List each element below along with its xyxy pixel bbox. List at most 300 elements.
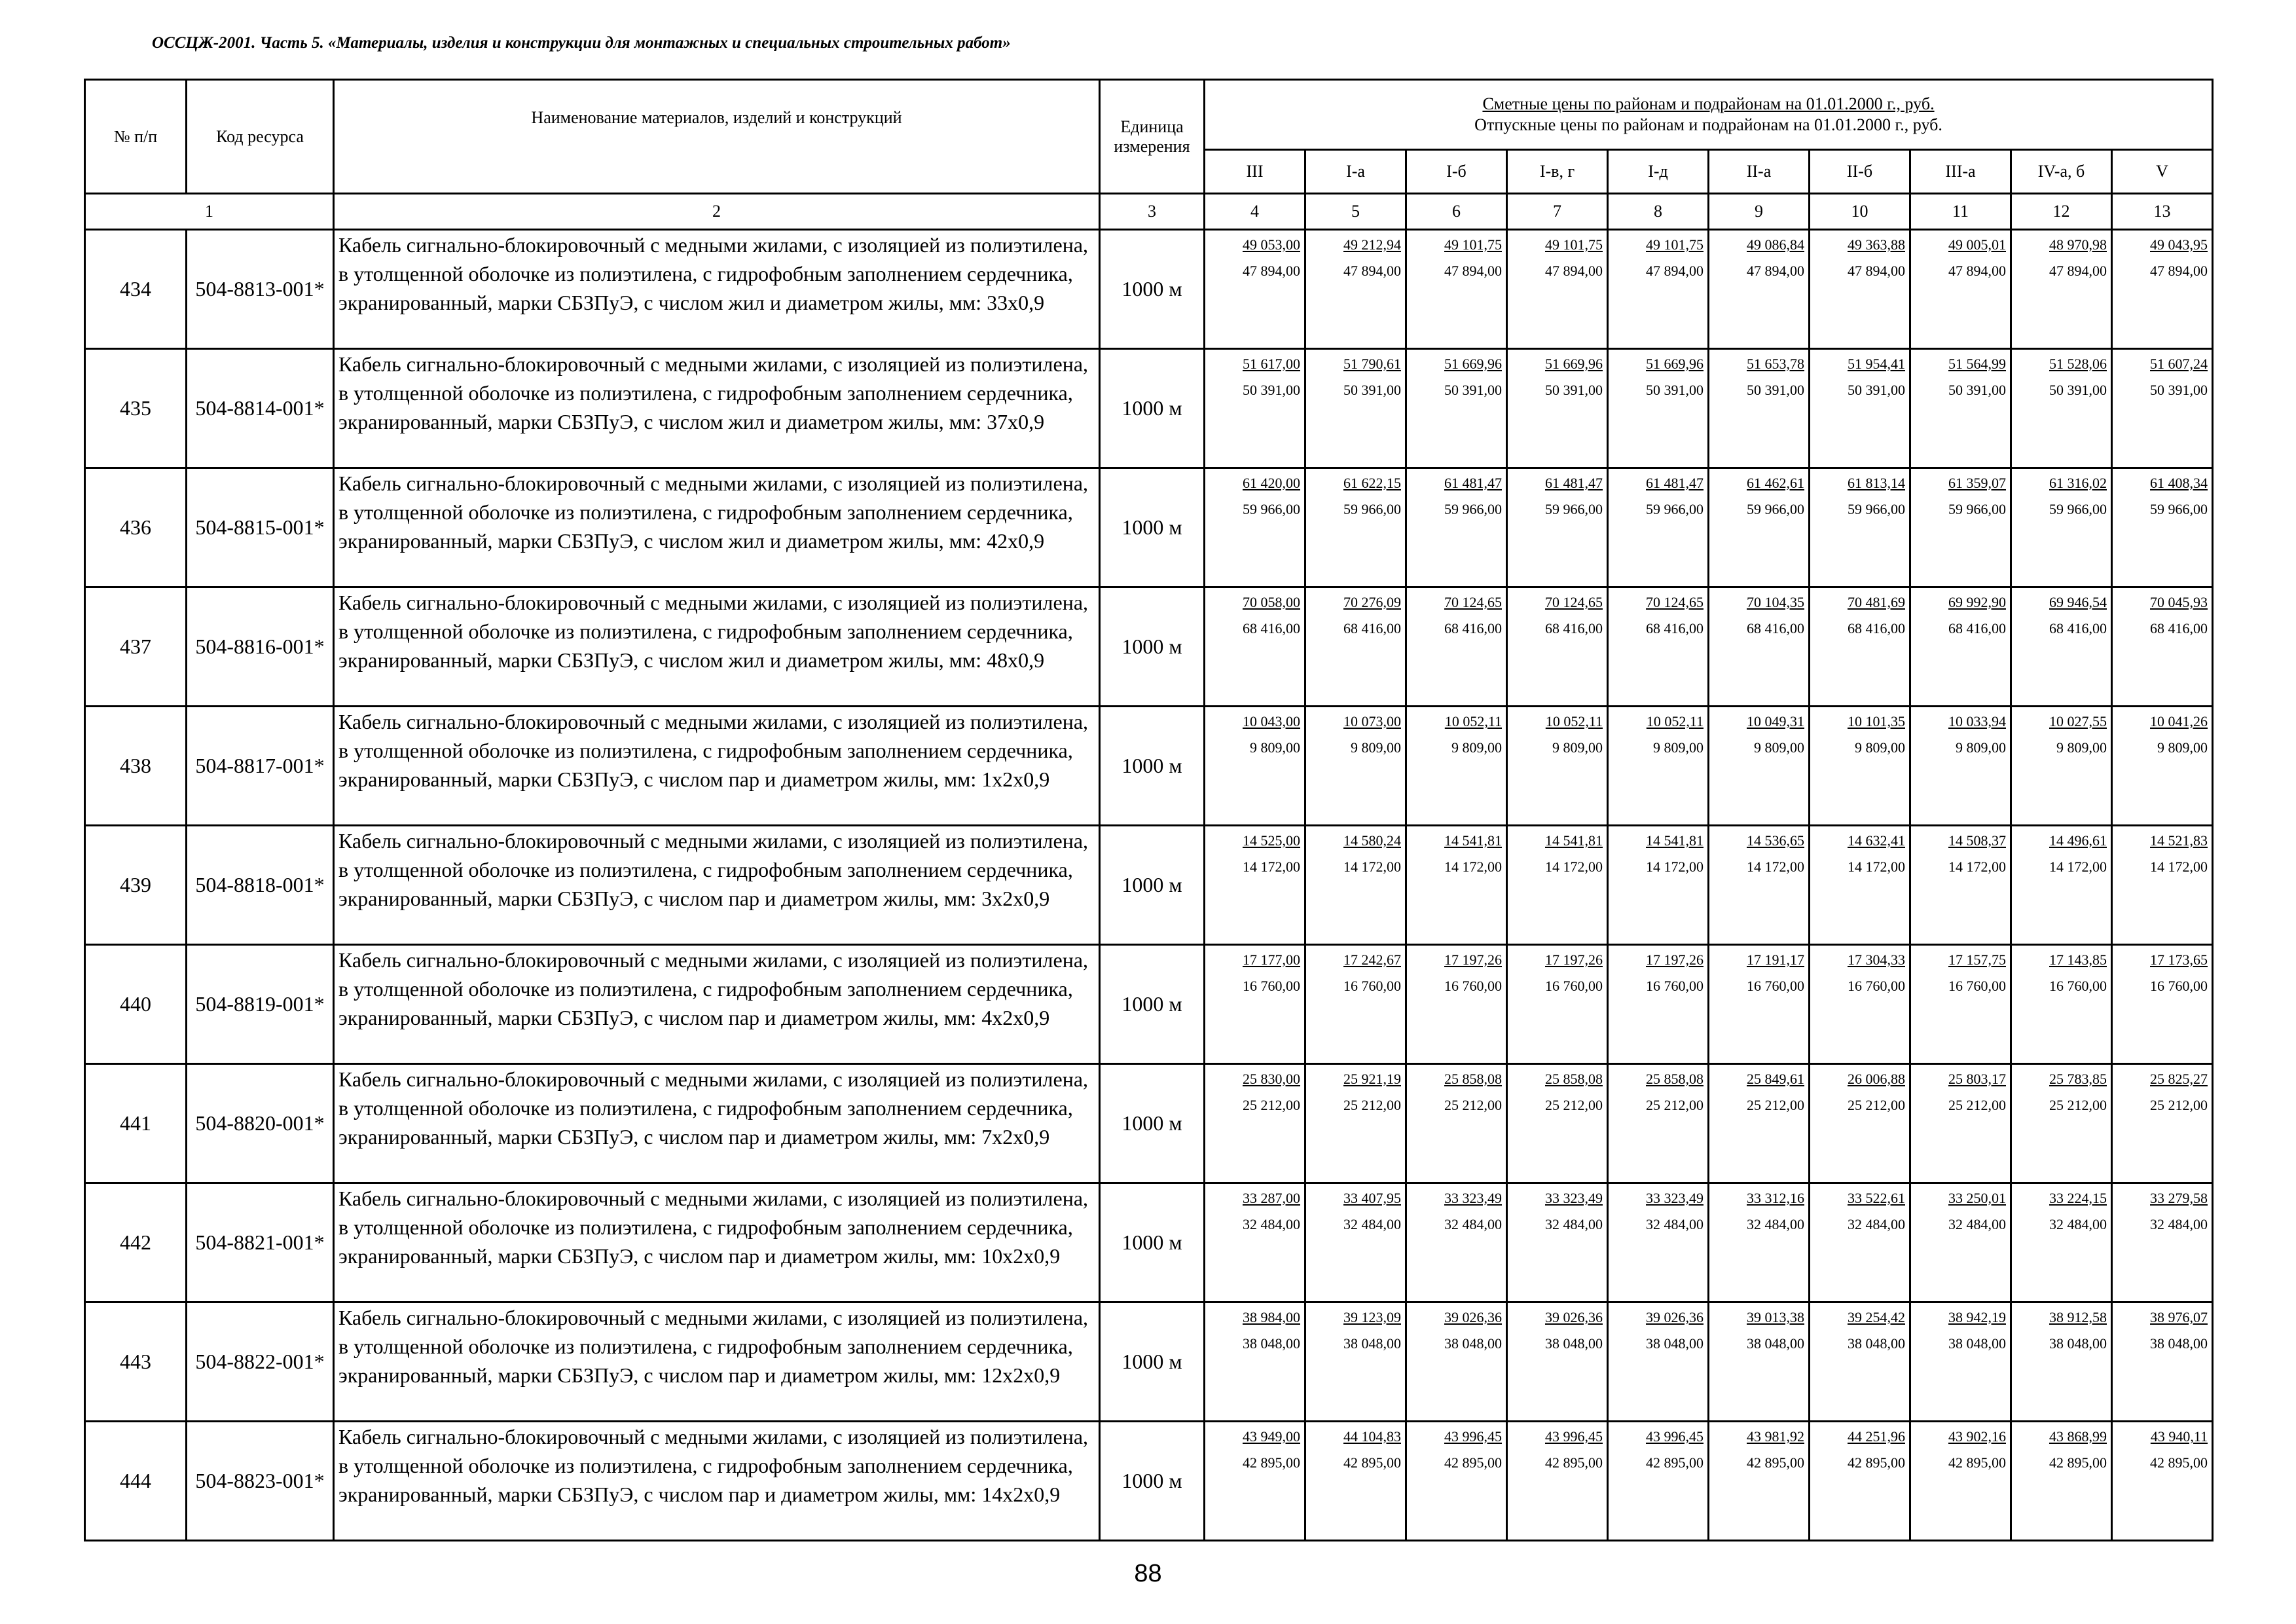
column-number: 1 (85, 194, 334, 230)
price-cell (1205, 1302, 1305, 1422)
price-cell (1810, 468, 1910, 587)
release-price: 14 172,00 (1545, 858, 1603, 875)
material-name: Кабель сигнально-блокировочный с медными жилами, с изоляцией из полиэтилена, в утолщенной оболочке из полиэтилена, с гидрофобным заполнением сердечника, экранированный, марки СБЗПуЭ, с числом пар и диаметром жилы, мм: 14x2x0,9 (334, 1422, 1100, 1541)
price-cell (1709, 826, 1810, 945)
column-number-row (85, 194, 2213, 230)
unit-of-measure: 1000 м (1100, 1064, 1205, 1183)
release-price: 59 966,00 (2150, 501, 2208, 517)
release-price: 50 391,00 (1444, 382, 1502, 398)
price-cell (1305, 1064, 1406, 1183)
estimate-price: 10 052,11 (1545, 713, 1603, 729)
price-cell (1305, 587, 1406, 707)
price-cell (1810, 1183, 1910, 1302)
estimate-price: 25 858,08 (1646, 1071, 1704, 1087)
price-cell (1507, 1302, 1608, 1422)
release-price: 25 212,00 (1948, 1097, 2006, 1113)
release-price: 47 894,00 (1948, 263, 2006, 279)
release-price: 59 966,00 (1848, 501, 1905, 517)
row-number: 441 (85, 1064, 187, 1183)
price-cell (1810, 1302, 1910, 1422)
column-number: 2 (334, 194, 1100, 230)
estimate-price: 39 254,42 (1848, 1309, 1905, 1325)
estimate-price: 51 607,24 (2150, 356, 2208, 372)
release-price: 38 048,00 (1948, 1335, 2006, 1352)
release-price: 42 895,00 (1545, 1454, 1603, 1471)
estimate-price: 33 323,49 (1444, 1190, 1502, 1206)
row-number: 434 (85, 230, 187, 349)
release-price: 47 894,00 (2049, 263, 2107, 279)
estimate-price: 69 946,54 (2049, 594, 2107, 610)
estimate-price: 43 868,99 (2049, 1428, 2107, 1445)
release-price: 16 760,00 (1646, 978, 1704, 994)
price-cell (1507, 1183, 1608, 1302)
estimate-price: 25 830,00 (1243, 1071, 1300, 1087)
price-cell (2112, 1302, 2213, 1422)
release-price: 25 212,00 (1646, 1097, 1704, 1113)
price-cell (2011, 1302, 2112, 1422)
release-price: 14 172,00 (1444, 858, 1502, 875)
release-price: 47 894,00 (1444, 263, 1502, 279)
release-price: 42 895,00 (1243, 1454, 1300, 1471)
estimate-price: 43 981,92 (1747, 1428, 1804, 1445)
price-cell (1910, 468, 2011, 587)
release-price: 38 048,00 (2049, 1335, 2107, 1352)
release-price: 47 894,00 (2150, 263, 2208, 279)
price-cell (1406, 1064, 1507, 1183)
resource-code: 504-8818-001* (187, 826, 334, 945)
estimate-price: 70 124,65 (1444, 594, 1502, 610)
material-name: Кабель сигнально-блокировочный с медными жилами, с изоляцией из полиэтилена, в утолщенной оболочке из полиэтилена, с гидрофобным заполнением сердечника, экранированный, марки СБЗПуЭ, с числом пар и диаметром жилы, мм: 7x2x0,9 (334, 1064, 1100, 1183)
release-price: 47 894,00 (1747, 263, 1804, 279)
price-cell (1205, 587, 1305, 707)
estimate-price: 51 669,96 (1646, 356, 1704, 372)
release-price: 9 809,00 (1855, 739, 1905, 756)
release-price: 32 484,00 (2049, 1216, 2107, 1232)
estimate-price: 43 996,45 (1444, 1428, 1502, 1445)
estimate-price: 25 783,85 (2049, 1071, 2107, 1087)
resource-code: 504-8822-001* (187, 1302, 334, 1422)
release-price: 50 391,00 (1545, 382, 1603, 398)
price-cell (1406, 349, 1507, 468)
price-cell (1608, 1302, 1709, 1422)
price-cell (1709, 230, 1810, 349)
estimate-price: 33 323,49 (1545, 1190, 1603, 1206)
estimate-price: 49 053,00 (1243, 236, 1300, 253)
estimate-price: 39 026,36 (1444, 1309, 1502, 1325)
estimate-price: 10 052,11 (1444, 713, 1502, 729)
price-table (84, 79, 2214, 1541)
estimate-price: 14 525,00 (1243, 832, 1300, 849)
price-cell (2011, 468, 2112, 587)
estimate-price: 43 996,45 (1646, 1428, 1704, 1445)
price-cell (1305, 1183, 1406, 1302)
estimate-price: 38 942,19 (1948, 1309, 2006, 1325)
estimate-price: 33 250,01 (1948, 1190, 2006, 1206)
table-row (85, 1064, 2213, 1183)
table-row (85, 945, 2213, 1064)
table-row (85, 349, 2213, 468)
price-cell (1709, 468, 1810, 587)
price-cell (2112, 945, 2213, 1064)
release-price: 16 760,00 (1848, 978, 1905, 994)
release-price: 14 172,00 (1343, 858, 1401, 875)
row-number: 438 (85, 707, 187, 826)
release-price: 42 895,00 (1646, 1454, 1704, 1471)
estimate-price: 61 481,47 (1545, 475, 1603, 491)
table-row (85, 468, 2213, 587)
price-cell (1406, 1422, 1507, 1541)
release-price: 68 416,00 (1444, 620, 1502, 637)
estimate-price: 51 669,96 (1545, 356, 1603, 372)
release-price: 14 172,00 (1747, 858, 1804, 875)
estimate-price: 17 242,67 (1343, 951, 1401, 968)
column-number: 4 (1205, 194, 1305, 230)
material-name: Кабель сигнально-блокировочный с медными жилами, с изоляцией из полиэтилена, в утолщенной оболочке из полиэтилена, с гидрофобным заполнением сердечника, экранированный, марки СБЗПуЭ, с числом жил и диаметром жилы, мм: 48x0,9 (334, 587, 1100, 707)
estimate-price: 70 058,00 (1243, 594, 1300, 610)
table-row (85, 826, 2213, 945)
unit-of-measure: 1000 м (1100, 1422, 1205, 1541)
release-price: 38 048,00 (1343, 1335, 1401, 1352)
release-price: 68 416,00 (1948, 620, 2006, 637)
price-cell (1810, 707, 1910, 826)
price-cell (1507, 826, 1608, 945)
estimate-price: 33 522,61 (1848, 1190, 1905, 1206)
release-price: 68 416,00 (2049, 620, 2107, 637)
price-cell (1910, 945, 2011, 1064)
unit-of-measure: 1000 м (1100, 349, 1205, 468)
price-cell (1910, 230, 2011, 349)
release-price: 32 484,00 (1545, 1216, 1603, 1232)
estimate-price: 44 104,83 (1343, 1428, 1401, 1445)
prices-title: Сметные цены по районам и подрайонам на 01.01.2000 г., руб. (1482, 94, 1935, 113)
price-cell (2112, 826, 2213, 945)
price-cell (1709, 1064, 1810, 1183)
unit-of-measure: 1000 м (1100, 826, 1205, 945)
estimate-price: 48 970,98 (2049, 236, 2107, 253)
estimate-price: 17 197,26 (1646, 951, 1704, 968)
header-name: Наименование материалов, изделий и конструкций (334, 80, 1100, 194)
release-price: 38 048,00 (1747, 1335, 1804, 1352)
estimate-price: 49 005,01 (1948, 236, 2006, 253)
row-number: 437 (85, 587, 187, 707)
row-number: 444 (85, 1422, 187, 1541)
estimate-price: 61 462,61 (1747, 475, 1804, 491)
price-cell (1810, 1064, 1910, 1183)
estimate-price: 14 632,41 (1848, 832, 1905, 849)
price-cell (2011, 587, 2112, 707)
price-cell (1406, 826, 1507, 945)
estimate-price: 14 521,83 (2150, 832, 2208, 849)
price-cell (2112, 1422, 2213, 1541)
release-price: 38 048,00 (2150, 1335, 2208, 1352)
release-price: 50 391,00 (1646, 382, 1704, 398)
resource-code: 504-8821-001* (187, 1183, 334, 1302)
row-number: 443 (85, 1302, 187, 1422)
release-price: 25 212,00 (1545, 1097, 1603, 1113)
release-price: 16 760,00 (1243, 978, 1300, 994)
header-unit: Единица измерения (1100, 80, 1205, 194)
release-price: 68 416,00 (1848, 620, 1905, 637)
release-price: 42 895,00 (1948, 1454, 2006, 1471)
price-cell (1810, 1422, 1910, 1541)
price-cell (1305, 1302, 1406, 1422)
release-price: 9 809,00 (1552, 739, 1603, 756)
resource-code: 504-8823-001* (187, 1422, 334, 1541)
price-cell (1910, 1183, 2011, 1302)
row-number: 436 (85, 468, 187, 587)
release-price: 59 966,00 (1948, 501, 2006, 517)
release-price: 9 809,00 (1250, 739, 1300, 756)
unit-of-measure: 1000 м (1100, 1183, 1205, 1302)
price-cell (1810, 826, 1910, 945)
price-cell (1910, 349, 2011, 468)
estimate-price: 10 049,31 (1747, 713, 1804, 729)
price-cell (1507, 945, 1608, 1064)
estimate-price: 33 224,15 (2049, 1190, 2107, 1206)
table-row (85, 1183, 2213, 1302)
estimate-price: 33 287,00 (1243, 1190, 1300, 1206)
estimate-price: 17 304,33 (1848, 951, 1905, 968)
column-number: 9 (1709, 194, 1810, 230)
release-price: 14 172,00 (1848, 858, 1905, 875)
estimate-price: 17 191,17 (1747, 951, 1804, 968)
column-number: 6 (1406, 194, 1507, 230)
price-cell (1709, 349, 1810, 468)
estimate-price: 25 858,08 (1444, 1071, 1502, 1087)
estimate-price: 49 363,88 (1848, 236, 1905, 253)
release-price: 42 895,00 (1444, 1454, 1502, 1471)
unit-of-measure: 1000 м (1100, 707, 1205, 826)
estimate-price: 17 177,00 (1243, 951, 1300, 968)
price-cell (1205, 1422, 1305, 1541)
estimate-price: 10 043,00 (1243, 713, 1300, 729)
release-price: 25 212,00 (1243, 1097, 1300, 1113)
estimate-price: 10 027,55 (2049, 713, 2107, 729)
estimate-price: 17 197,26 (1545, 951, 1603, 968)
price-cell (1205, 349, 1305, 468)
price-cell (1205, 826, 1305, 945)
price-cell (1910, 826, 2011, 945)
price-cell (1810, 945, 1910, 1064)
release-price: 9 809,00 (1451, 739, 1502, 756)
price-cell (1205, 468, 1305, 587)
table-body (85, 230, 2213, 1541)
release-price: 16 760,00 (1444, 978, 1502, 994)
estimate-price: 39 026,36 (1646, 1309, 1704, 1325)
material-name: Кабель сигнально-блокировочный с медными жилами, с изоляцией из полиэтилена, в утолщенной оболочке из полиэтилена, с гидрофобным заполнением сердечника, экранированный, марки СБЗПуЭ, с числом пар и диаметром жилы, мм: 1x2x0,9 (334, 707, 1100, 826)
estimate-price: 51 617,00 (1243, 356, 1300, 372)
release-price: 47 894,00 (1243, 263, 1300, 279)
release-price: 42 895,00 (1747, 1454, 1804, 1471)
resource-code: 504-8816-001* (187, 587, 334, 707)
region-header: I-а (1305, 150, 1406, 194)
price-cell (1305, 468, 1406, 587)
release-price: 14 172,00 (2049, 858, 2107, 875)
price-cell (2112, 587, 2213, 707)
release-price: 9 809,00 (1956, 739, 2006, 756)
release-price: 9 809,00 (1653, 739, 1704, 756)
price-cell (1910, 1422, 2011, 1541)
release-price: 25 212,00 (2150, 1097, 2208, 1113)
release-price: 50 391,00 (1948, 382, 2006, 398)
estimate-price: 61 481,47 (1646, 475, 1704, 491)
estimate-price: 51 669,96 (1444, 356, 1502, 372)
release-price: 50 391,00 (1848, 382, 1905, 398)
column-number: 10 (1810, 194, 1910, 230)
resource-code: 504-8817-001* (187, 707, 334, 826)
price-cell (1709, 945, 1810, 1064)
release-price: 9 809,00 (2157, 739, 2208, 756)
price-cell (1507, 468, 1608, 587)
estimate-price: 25 858,08 (1545, 1071, 1603, 1087)
release-price: 14 172,00 (1646, 858, 1704, 875)
resource-code: 504-8819-001* (187, 945, 334, 1064)
release-price: 59 966,00 (1243, 501, 1300, 517)
release-price: 38 048,00 (1243, 1335, 1300, 1352)
release-price: 47 894,00 (1646, 263, 1704, 279)
estimate-price: 61 813,14 (1848, 475, 1905, 491)
estimate-price: 26 006,88 (1848, 1071, 1905, 1087)
region-header: II-а (1709, 150, 1810, 194)
price-cell (1305, 230, 1406, 349)
estimate-price: 70 481,69 (1848, 594, 1905, 610)
region-header: III-а (1910, 150, 2011, 194)
estimate-price: 14 496,61 (2049, 832, 2107, 849)
price-cell (1507, 1422, 1608, 1541)
estimate-price: 49 212,94 (1343, 236, 1401, 253)
release-price: 25 212,00 (1848, 1097, 1905, 1113)
estimate-price: 33 312,16 (1747, 1190, 1804, 1206)
price-cell (1608, 826, 1709, 945)
unit-of-measure: 1000 м (1100, 945, 1205, 1064)
release-price: 50 391,00 (1243, 382, 1300, 398)
estimate-price: 39 013,38 (1747, 1309, 1804, 1325)
price-cell (1709, 587, 1810, 707)
material-name: Кабель сигнально-блокировочный с медными жилами, с изоляцией из полиэтилена, в утолщенной оболочке из полиэтилена, с гидрофобным заполнением сердечника, экранированный, марки СБЗПуЭ, с числом пар и диаметром жилы, мм: 4x2x0,9 (334, 945, 1100, 1064)
price-cell (2011, 1183, 2112, 1302)
release-price: 59 966,00 (1545, 501, 1603, 517)
estimate-price: 14 541,81 (1444, 832, 1502, 849)
release-price: 50 391,00 (2049, 382, 2107, 398)
release-price: 59 966,00 (1343, 501, 1401, 517)
estimate-price: 17 197,26 (1444, 951, 1502, 968)
column-number: 7 (1507, 194, 1608, 230)
price-cell (1406, 945, 1507, 1064)
price-cell (1305, 349, 1406, 468)
row-number: 435 (85, 349, 187, 468)
estimate-price: 51 790,61 (1343, 356, 1401, 372)
estimate-price: 38 984,00 (1243, 1309, 1300, 1325)
price-cell (1305, 826, 1406, 945)
price-cell (1709, 1422, 1810, 1541)
release-price: 47 894,00 (1343, 263, 1401, 279)
estimate-price: 61 359,07 (1948, 475, 2006, 491)
column-number: 12 (2011, 194, 2112, 230)
estimate-price: 51 528,06 (2049, 356, 2107, 372)
price-cell (1205, 230, 1305, 349)
release-price: 42 895,00 (1848, 1454, 1905, 1471)
release-price: 25 212,00 (1444, 1097, 1502, 1113)
price-cell (1507, 349, 1608, 468)
release-price: 16 760,00 (1948, 978, 2006, 994)
price-cell (2011, 1064, 2112, 1183)
estimate-price: 44 251,96 (1848, 1428, 1905, 1445)
price-cell (1608, 707, 1709, 826)
estimate-price: 10 041,26 (2150, 713, 2208, 729)
estimate-price: 25 825,27 (2150, 1071, 2208, 1087)
estimate-price: 51 564,99 (1948, 356, 2006, 372)
price-cell (1205, 1183, 1305, 1302)
unit-of-measure: 1000 м (1100, 468, 1205, 587)
unit-of-measure: 1000 м (1100, 587, 1205, 707)
document-header: ОССЦЖ-2001. Часть 5. «Материалы, изделия и конструкции для монтажных и специальных строительных работ» (152, 34, 1011, 52)
table-row (85, 707, 2213, 826)
price-cell (2112, 230, 2213, 349)
price-cell (1709, 707, 1810, 826)
release-price: 68 416,00 (1545, 620, 1603, 637)
release-price: 14 172,00 (1243, 858, 1300, 875)
estimate-price: 49 043,95 (2150, 236, 2208, 253)
estimate-price: 61 420,00 (1243, 475, 1300, 491)
price-cell (1910, 1302, 2011, 1422)
region-header: III (1205, 150, 1305, 194)
price-cell (1810, 587, 1910, 707)
release-price: 16 760,00 (1747, 978, 1804, 994)
estimate-price: 51 954,41 (1848, 356, 1905, 372)
release-price: 68 416,00 (1747, 620, 1804, 637)
resource-code: 504-8813-001* (187, 230, 334, 349)
estimate-price: 43 940,11 (2150, 1428, 2208, 1445)
column-number: 5 (1305, 194, 1406, 230)
price-cell (2112, 707, 2213, 826)
estimate-price: 43 996,45 (1545, 1428, 1603, 1445)
price-cell (2112, 1183, 2213, 1302)
material-name: Кабель сигнально-блокировочный с медными жилами, с изоляцией из полиэтилена, в утолщенной оболочке из полиэтилена, с гидрофобным заполнением сердечника, экранированный, марки СБЗПуЭ, с числом жил и диаметром жилы, мм: 42x0,9 (334, 468, 1100, 587)
release-price: 38 048,00 (1545, 1335, 1603, 1352)
price-cell (1709, 1302, 1810, 1422)
estimate-price: 38 976,07 (2150, 1309, 2208, 1325)
estimate-price: 61 316,02 (2049, 475, 2107, 491)
price-cell (2011, 1422, 2112, 1541)
release-price: 38 048,00 (1646, 1335, 1704, 1352)
unit-of-measure: 1000 м (1100, 230, 1205, 349)
estimate-price: 49 101,75 (1444, 236, 1502, 253)
estimate-price: 10 033,94 (1948, 713, 2006, 729)
release-price: 16 760,00 (1343, 978, 1401, 994)
price-cell (1507, 587, 1608, 707)
release-price: 32 484,00 (1948, 1216, 2006, 1232)
price-cell (1910, 587, 2011, 707)
material-name: Кабель сигнально-блокировочный с медными жилами, с изоляцией из полиэтилена, в утолщенной оболочке из полиэтилена, с гидрофобным заполнением сердечника, экранированный, марки СБЗПуЭ, с числом пар и диаметром жилы, мм: 10x2x0,9 (334, 1183, 1100, 1302)
region-header: I-в, г (1507, 150, 1608, 194)
table-row (85, 1422, 2213, 1541)
price-cell (2011, 707, 2112, 826)
material-name: Кабель сигнально-блокировочный с медными жилами, с изоляцией из полиэтилена, в утолщенной оболочке из полиэтилена, с гидрофобным заполнением сердечника, экранированный, марки СБЗПуЭ, с числом пар и диаметром жилы, мм: 12x2x0,9 (334, 1302, 1100, 1422)
column-number: 3 (1100, 194, 1205, 230)
release-price: 68 416,00 (1243, 620, 1300, 637)
estimate-price: 33 323,49 (1646, 1190, 1704, 1206)
release-price: 9 809,00 (2056, 739, 2107, 756)
price-cell (1507, 707, 1608, 826)
price-cell (1507, 230, 1608, 349)
release-price: 47 894,00 (1848, 263, 1905, 279)
estimate-price: 14 541,81 (1545, 832, 1603, 849)
estimate-price: 25 921,19 (1343, 1071, 1401, 1087)
material-name: Кабель сигнально-блокировочный с медными жилами, с изоляцией из полиэтилена, в утолщенной оболочке из полиэтилена, с гидрофобным заполнением сердечника, экранированный, марки СБЗПуЭ, с числом жил и диаметром жилы, мм: 33x0,9 (334, 230, 1100, 349)
release-price: 16 760,00 (2049, 978, 2107, 994)
estimate-price: 61 481,47 (1444, 475, 1502, 491)
header-num: № п/п (85, 80, 187, 194)
